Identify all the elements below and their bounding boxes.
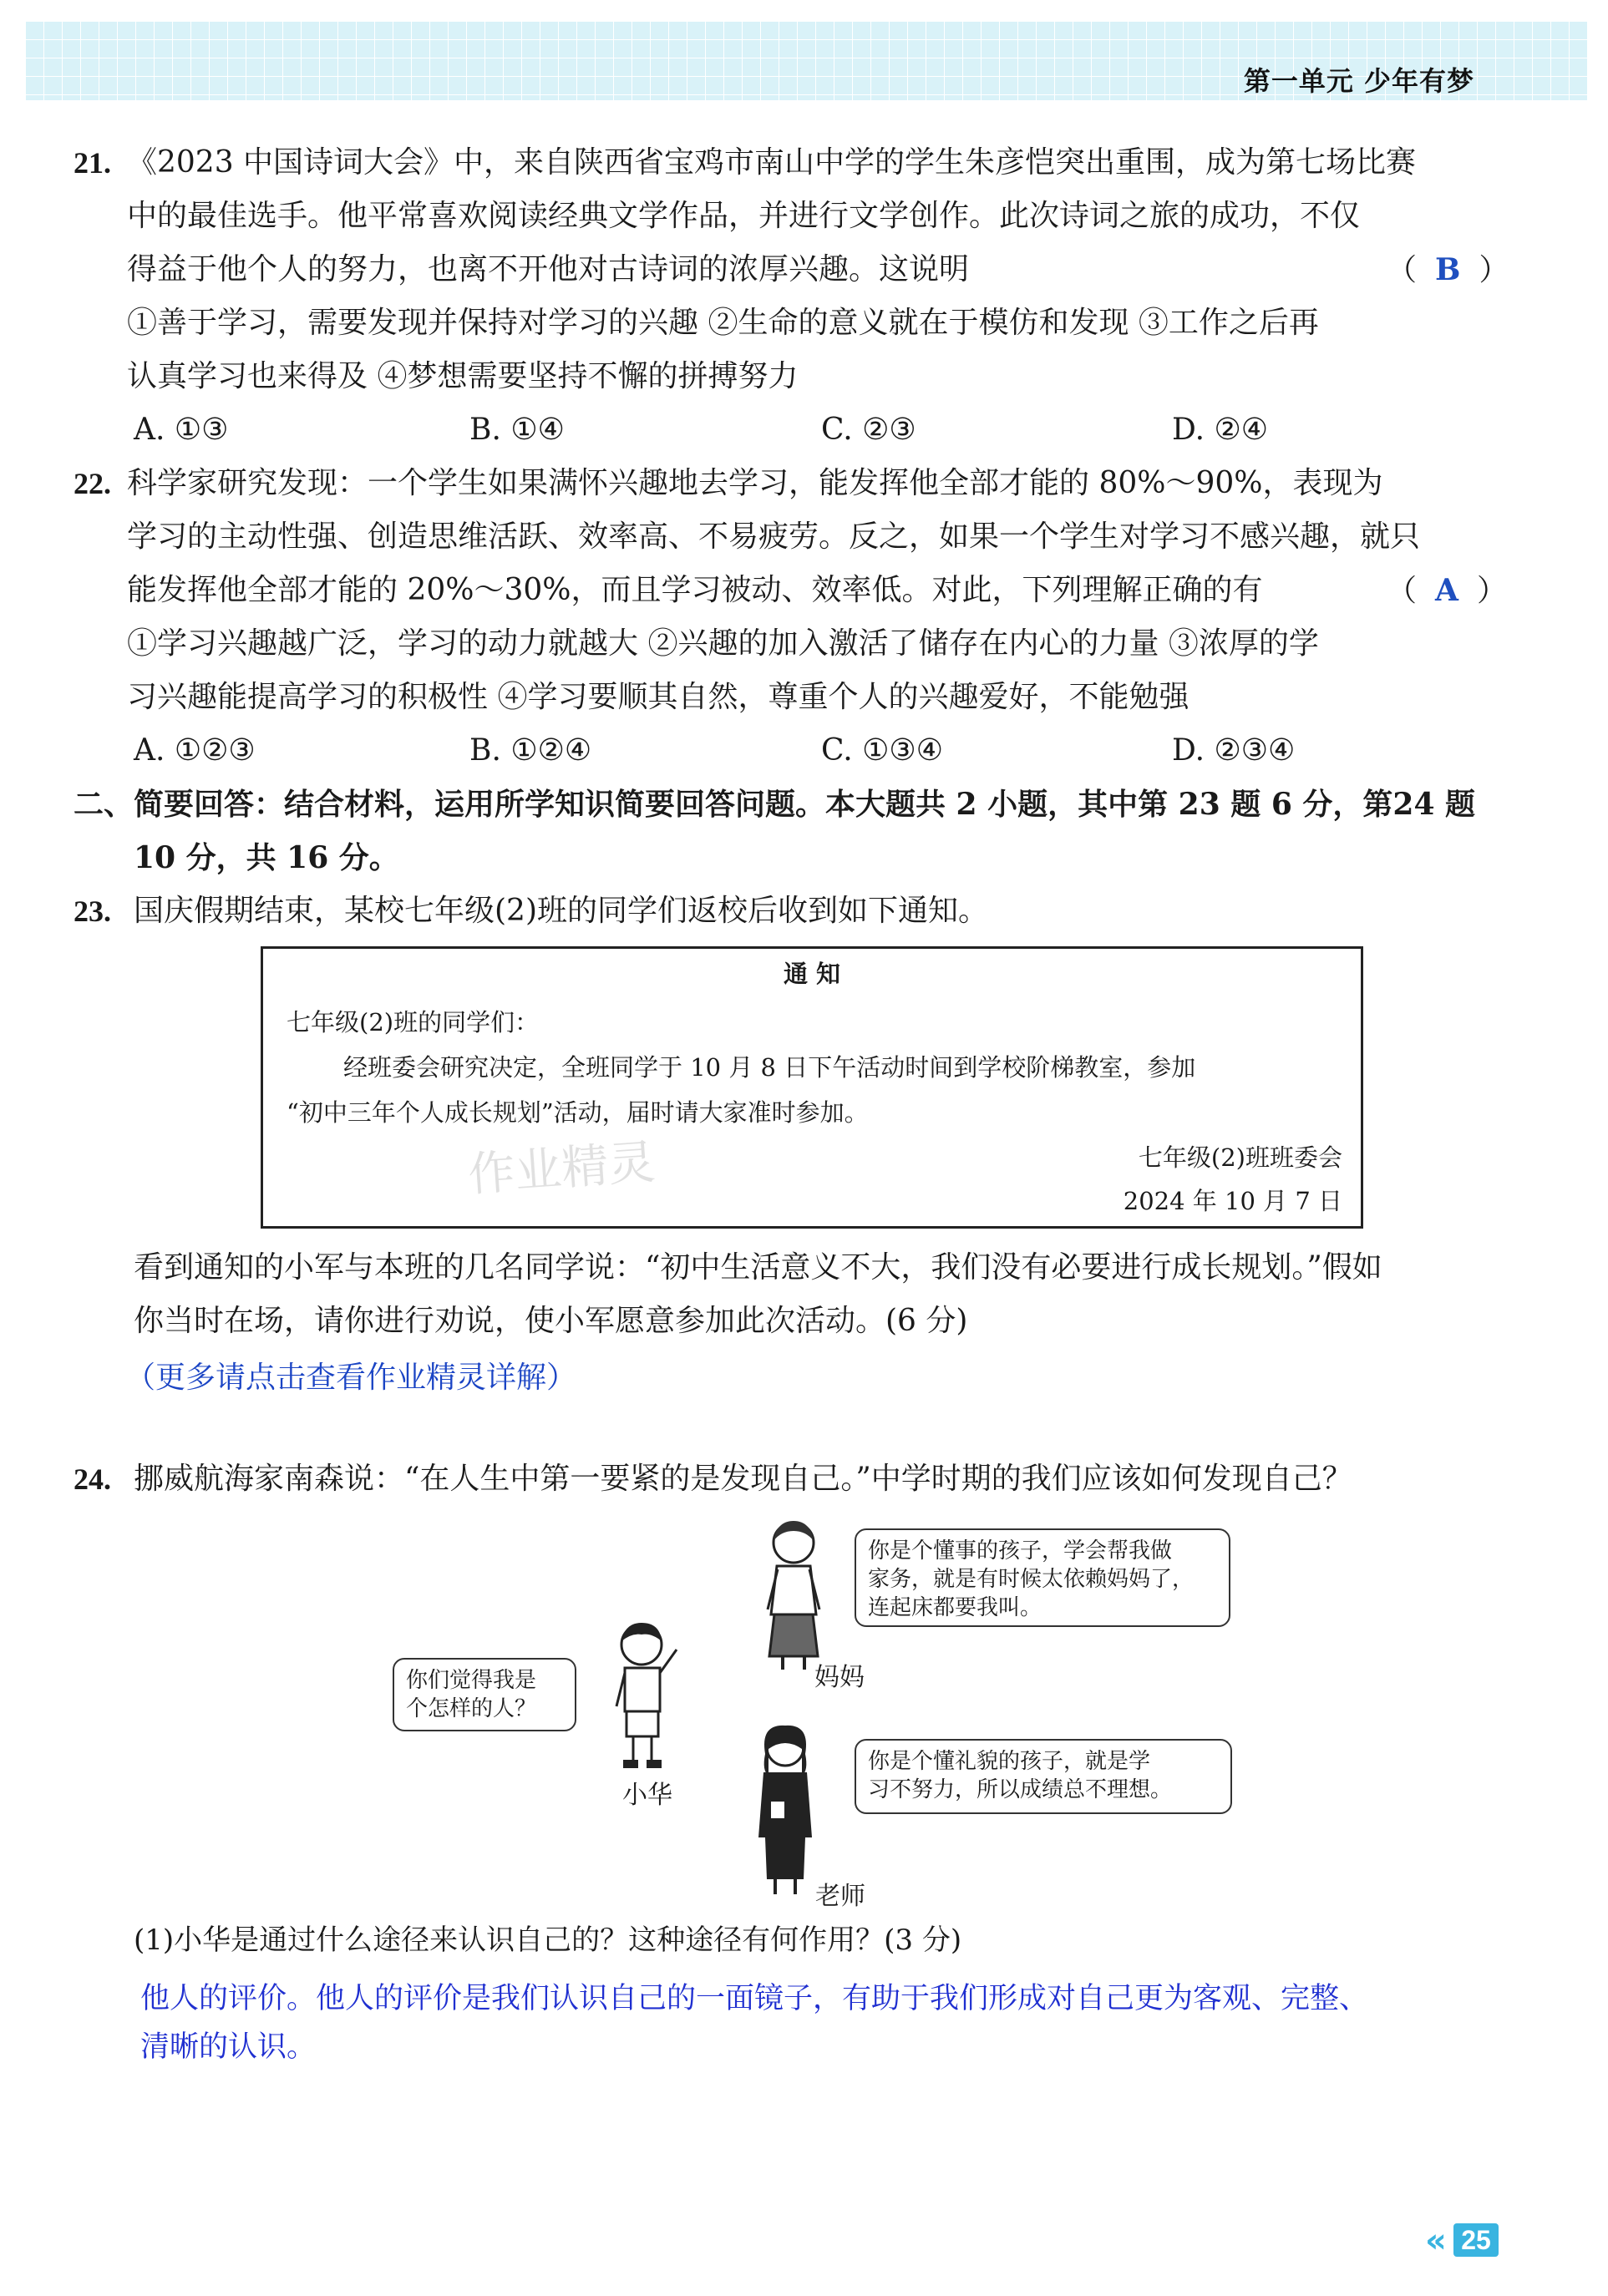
q22-line-3: 能发挥他全部才能的 20%～30%，而且学习被动、效率低。对此，下列理解正确的有	[127, 573, 1263, 607]
teacher-label: 老师	[815, 1882, 865, 1911]
notice-body-1: 经班委会研究决定，全班同学于 10 月 8 日下午活动时间到学校阶梯教室，参加	[343, 1053, 1196, 1082]
unit-title: 第一单元 少年有梦	[1243, 65, 1474, 97]
q21-answer-letter: B	[1435, 252, 1461, 287]
mom-figure-icon	[748, 1516, 840, 1675]
q21-option-a[interactable]: A. ①③	[134, 413, 229, 447]
q23-intro: 国庆假期结束，某校七年级(2)班的同学们返校后收到如下通知。	[134, 894, 988, 928]
q21-option-b[interactable]: B. ①④	[469, 413, 565, 447]
q22-option-a[interactable]: A. ①②③	[134, 733, 256, 768]
section-2-heading: 二、简要回答：结合材料，运用所学知识简要回答问题。本大题共 2 小题，其中第 23 题 6 分，第24 题	[74, 787, 1476, 822]
q22-answer-letter: A	[1435, 573, 1458, 608]
question-number: 21.	[74, 146, 111, 180]
q21-line-2: 中的最佳选手。他平常喜欢阅读经典文学作品，并进行文学创作。此次诗词之旅的成功，不仅	[127, 199, 1361, 233]
q24-sub-question-1: (1)小华是通过什么途径来认识自己的？这种途径有何作用？(3 分)	[134, 1923, 962, 1957]
page-chevron-icon: «	[1425, 2222, 1447, 2260]
detail-link[interactable]: （更多请点击查看作业精灵详解）	[125, 1361, 577, 1395]
teacher-speech-bubble: 你是个懂礼貌的孩子，就是学 习不努力，所以成绩总不理想。	[855, 1739, 1232, 1814]
q21-answer: （ B ）	[1387, 252, 1509, 287]
question-number: 22.	[74, 467, 111, 500]
page-number: 25	[1453, 2223, 1499, 2257]
question-number: 24.	[74, 1462, 111, 1496]
boy-figure-icon	[600, 1616, 692, 1775]
notice-signer: 七年级(2)班班委会	[1138, 1143, 1342, 1172]
q22-line-1: 科学家研究发现：一个学生如果满怀兴趣地去学习，能发挥他全部才能的 80%～90%，表现为	[127, 466, 1383, 500]
notice-greeting: 七年级(2)班的同学们：	[287, 1008, 540, 1036]
q21-line-1: 《2023 中国诗词大会》中，来自陕西省宝鸡市南山中学的学生朱彦恺突出重围，成为第七场比赛	[127, 145, 1417, 180]
section-2-heading-cont: 10 分，共 16 分。	[134, 840, 399, 875]
q22-line-2: 学习的主动性强、创造思维活跃、效率高、不易疲劳。反之，如果一个学生对学习不感兴趣，就只	[127, 520, 1421, 554]
q23-line-2: 你当时在场，请你进行劝说，使小军愿意参加此次活动。(6 分)	[134, 1304, 968, 1338]
q24-answer-line-2: 清晰的认识。	[140, 2030, 317, 2064]
q21-option-c[interactable]: C. ②③	[821, 413, 916, 447]
q21-option-d[interactable]: D. ②④	[1172, 413, 1269, 447]
q21-line-3: 得益于他个人的努力，也离不开他对古诗词的浓厚兴趣。这说明	[127, 252, 970, 286]
notice-body-2: “初中三年个人成长规划”活动，届时请大家准时参加。	[287, 1098, 869, 1127]
q21-line-5: 认真学习也来得及 ④梦想需要坚持不懈的拼搏努力	[127, 359, 799, 393]
watermark: 作业精灵	[466, 1135, 657, 1203]
q24-intro: 挪威航海家南森说：“在人生中第一要紧的是发现自己。”中学时期的我们应该如何发现自己？	[134, 1462, 1352, 1496]
q21-line-4: ①善于学习，需要发现并保持对学习的兴趣 ②生命的意义就在于模仿和发现 ③工作之后再	[127, 306, 1319, 340]
q22-option-b[interactable]: B. ①②④	[469, 733, 592, 768]
mom-label: 妈妈	[814, 1663, 865, 1692]
notice-date: 2024 年 10 月 7 日	[1123, 1187, 1342, 1215]
notice-box	[261, 946, 1363, 1229]
teacher-figure-icon	[735, 1721, 835, 1904]
boy-speech-bubble: 你们觉得我是 个怎样的人？	[393, 1658, 576, 1731]
q22-line-4: ①学习兴趣越广泛，学习的动力就越大 ②兴趣的加入激活了储存在内心的力量 ③浓厚的学	[127, 626, 1319, 661]
q24-answer-line-1: 他人的评价。他人的评价是我们认识自己的一面镜子，有助于我们形成对自己更为客观、完整、	[140, 1982, 1369, 2015]
q22-line-5: 习兴趣能提高学习的积极性 ④学习要顺其自然，尊重个人的兴趣爱好，不能勉强	[127, 680, 1190, 714]
header-band	[0, 0, 1608, 99]
q22-option-c[interactable]: C. ①③④	[821, 733, 943, 768]
q22-answer: （ A ）	[1387, 573, 1507, 608]
notice-title: 通 知	[783, 960, 841, 988]
boy-label: 小华	[622, 1781, 672, 1810]
q23-line-1: 看到通知的小军与本班的几名同学说：“初中生活意义不大，我们没有必要进行成长规划。”假如	[134, 1250, 1382, 1285]
q22-option-d[interactable]: D. ②③④	[1172, 733, 1296, 768]
mom-speech-bubble: 你是个懂事的孩子，学会帮我做 家务，就是有时候太依赖妈妈了， 连起床都要我叫。	[855, 1528, 1230, 1627]
question-number: 23.	[74, 895, 111, 928]
